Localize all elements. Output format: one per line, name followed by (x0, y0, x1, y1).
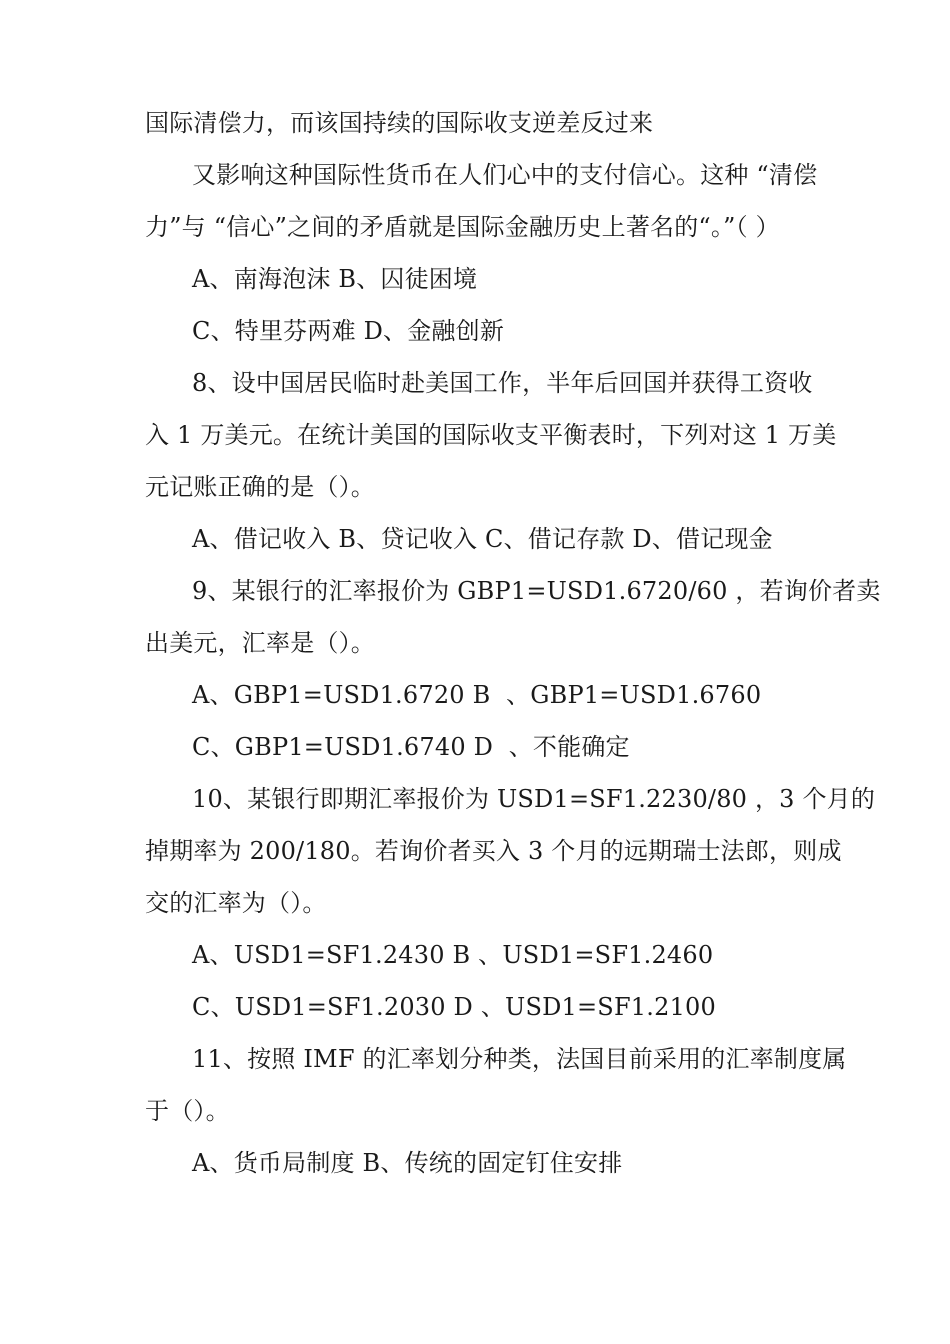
option-line-c-d: C、特里芬两难 D、金融创新 (192, 317, 505, 345)
question-9-line-1: 9、某银行的汇率报价为 GBP1=USD1.6720/60 ，若询价者卖 (192, 577, 881, 605)
question-8-line-1: 8、设中国居民临时赴美国工作，半年后回国并获得工资收 (192, 369, 813, 397)
question-11-line-1: 11、按照 IMF 的汇率划分种类，法国目前采用的汇率制度属 (192, 1045, 847, 1073)
question-10-line-1: 10、某银行即期汇率报价为 USD1=SF1.2230/80 ，3 个月的 (192, 785, 876, 813)
question-10-line-2: 掉期率为 200/180。若询价者买入 3 个月的远期瑞士法郎，则成 (145, 837, 842, 865)
question-8-line-3: 元记账正确的是（）。 (145, 473, 375, 501)
text-line-1: 国际清偿力，而该国持续的国际收支逆差反过来 (145, 109, 654, 137)
question-8-line-2: 入 1 万美元。在统计美国的国际收支平衡表时，下列对这 1 万美 (145, 421, 837, 449)
question-9-options-a-b: A、GBP1=USD1.6720 B 、GBP1=USD1.6760 (192, 681, 762, 709)
question-10-options-c-d: C、USD1=SF1.2030 D 、USD1=SF1.2100 (192, 993, 716, 1021)
question-9-line-2: 出美元，汇率是（）。 (145, 629, 375, 657)
option-line-a-b: A、南海泡沫 B、囚徒困境 (192, 265, 478, 293)
question-10-options-a-b: A、USD1=SF1.2430 B 、USD1=SF1.2460 (192, 941, 714, 969)
question-9-options-c-d: C、GBP1=USD1.6740 D 、不能确定 (192, 733, 630, 761)
text-line-3: 力”与 “信心”之间的矛盾就是国际金融历史上著名的“。”（ ） (145, 213, 780, 241)
question-11-line-2: 于（）。 (145, 1097, 230, 1125)
question-8-options: A、借记收入 B、贷记收入 C、借记存款 D、借记现金 (192, 525, 773, 553)
question-11-options-a-b: A、货币局制度 B、传统的固定钉住安排 (192, 1149, 623, 1177)
text-line-2: 又影响这种国际性货币在人们心中的支付信心。这种 “清偿 (192, 161, 818, 189)
question-10-line-3: 交的汇率为（）。 (145, 889, 327, 917)
